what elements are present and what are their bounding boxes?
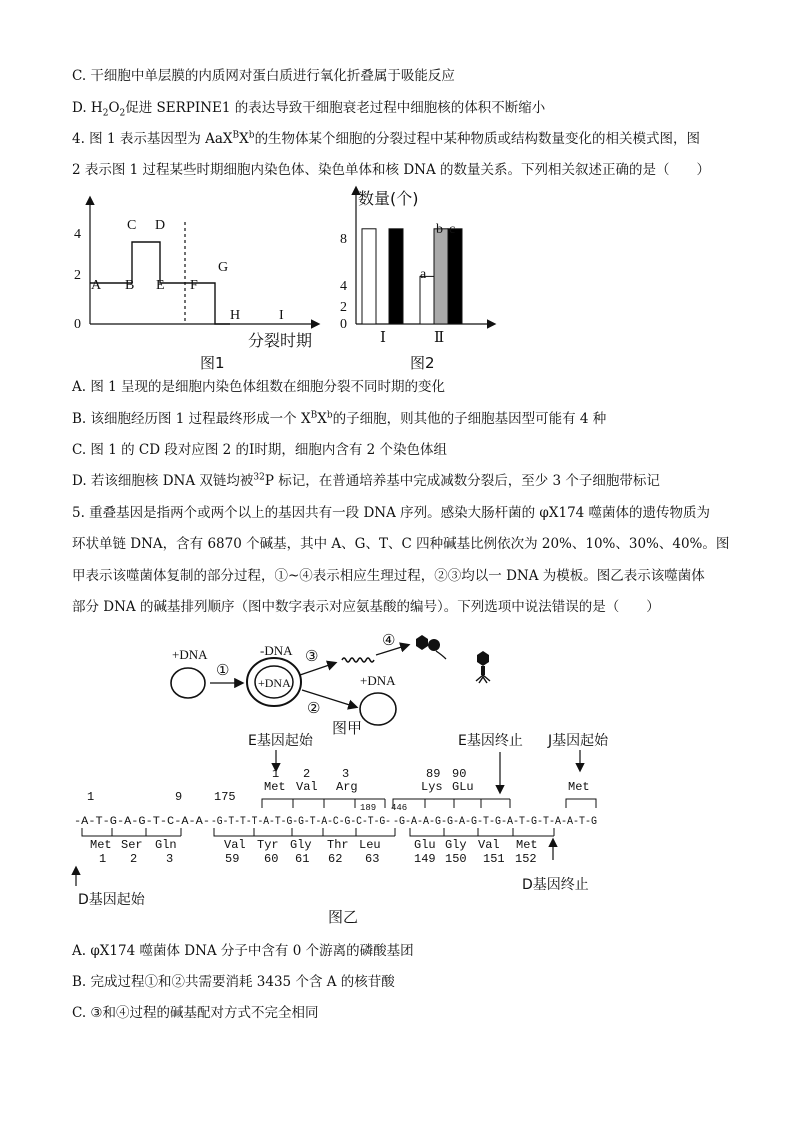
jia-step-1: ① bbox=[216, 663, 230, 679]
fig1-caption: 图1 bbox=[200, 354, 225, 372]
yi-seq-3: -G-A-A-G-G-A-G-T-G-A-T-G-T-A-A-T-G bbox=[393, 816, 597, 828]
fig1-label-d: D bbox=[155, 218, 166, 233]
fig2-category-1: Ⅰ bbox=[380, 330, 386, 346]
q5-stem-4: 部分 DNA 的碱基排列顺序（图中数字表示对应氨基酸的编号）。下列选项中说法错误的是（ ） bbox=[72, 599, 660, 615]
yi-top-num-1: 1 bbox=[272, 767, 280, 781]
q5-option-b: B. 完成过程①和②共需要消耗 3435 个含 A 的核苷酸 bbox=[72, 974, 395, 990]
yi-bot-aa-thr: Thr bbox=[327, 838, 349, 852]
jia-plus-dna-2: +DNA bbox=[360, 673, 396, 688]
figure-2-chart bbox=[330, 180, 510, 375]
fig1-ytick-4: 4 bbox=[74, 227, 81, 242]
q5-stem-2: 环状单链 DNA，含有 6870 个碱基，其中 A、G、T、C 四种碱基比例依次为 20%、10%、30%、40%。图 bbox=[72, 536, 730, 552]
question-4-stem-2: 2 表示图 1 过程某些时期细胞内染色体、染色单体和核 DNA 的数量关系。下列相关叙述正确的是（ ） bbox=[72, 162, 711, 178]
yi-bot-aa-gly: Gly bbox=[290, 838, 312, 852]
q4-option-a: A. 图 1 呈现的是细胞内染色体组数在细胞分裂不同时期的变化 bbox=[72, 379, 446, 395]
yi-bot-num-62: 62 bbox=[328, 852, 343, 866]
yi-bot-num-59: 59 bbox=[225, 852, 240, 866]
yi-num-9: 9 bbox=[175, 790, 183, 804]
fig1-ytick-0: 0 bbox=[74, 317, 81, 332]
q5-option-a: A. φX174 噬菌体 DNA 分子中含有 0 个游离的磷酸基团 bbox=[72, 943, 414, 959]
yi-num-1: 1 bbox=[87, 790, 95, 804]
fig1-label-a: A bbox=[91, 278, 102, 293]
yi-num-446: 446 bbox=[391, 803, 408, 813]
question-4-stem: 4. 图 1 表示基因型为 $AaX^BX^b$的生物体某个细胞的分裂过程中某种物质或结构数量变化的相关模式图，图 bbox=[72, 130, 701, 147]
fig2-ytick-2: 2 bbox=[340, 300, 347, 315]
fig2-bar-ii-b bbox=[434, 229, 448, 324]
yi-e-end-label: E基因终止 bbox=[458, 733, 523, 749]
jia-minus-dna: -DNA bbox=[260, 643, 293, 658]
yi-seq-1: -A-T-G-A-G-T-C-A-A- bbox=[74, 816, 210, 828]
yi-top-aa-val: Val bbox=[296, 780, 318, 794]
fig2-bar-i-a bbox=[362, 229, 376, 324]
figure-jia-diagram bbox=[150, 625, 530, 740]
yi-num-89: 89 bbox=[426, 767, 441, 781]
yi-bot-aa-gly2: Gly bbox=[445, 838, 467, 852]
yi-bot-num-151: 151 bbox=[483, 852, 505, 866]
jia-mrna-wave bbox=[342, 658, 374, 662]
yi-bot-aa-met: Met bbox=[90, 838, 112, 852]
fig1-label-c: C bbox=[127, 218, 137, 233]
yi-seq-2: -G-T-T-T-A-T-G-G-T-A-C-G-C-T-G- bbox=[211, 816, 391, 828]
yi-bot-num-60: 60 bbox=[264, 852, 279, 866]
fig2-y-label: 数量(个) bbox=[358, 189, 419, 208]
fig2-caption: 图2 bbox=[410, 354, 435, 372]
jia-step-4: ④ bbox=[382, 633, 396, 649]
yi-num-189: 189 bbox=[360, 803, 377, 813]
yi-num-90: 90 bbox=[452, 767, 467, 781]
fig2-bar-label-b: b bbox=[436, 222, 443, 237]
q4-option-d: D. 若该细胞核 DNA 双链均被$^{32}$P 标记，在普通培养基中完成减数分裂后，至少 3 个子细胞带标记 bbox=[72, 472, 660, 489]
fig1-label-i: I bbox=[279, 308, 284, 323]
yi-bot-num-152: 152 bbox=[515, 852, 537, 866]
yi-top-aa-lys: Lys bbox=[421, 780, 443, 794]
fig2-bar-label-c: c bbox=[449, 222, 456, 237]
yi-e-start-label: E基因起始 bbox=[248, 733, 313, 749]
yi-top-aa-arg: Arg bbox=[336, 780, 358, 794]
yi-bot-num-149: 149 bbox=[414, 852, 436, 866]
yi-d-start-label: D基因起始 bbox=[78, 892, 145, 908]
fig1-label-e: E bbox=[156, 278, 165, 293]
yi-bot-aa-gln: Gln bbox=[155, 838, 177, 852]
fig1-label-f: F bbox=[190, 278, 198, 293]
yi-bot-aa-leu: Leu bbox=[359, 838, 381, 852]
jia-circle-2 bbox=[360, 693, 396, 725]
fig2-bar-label-a: a bbox=[420, 267, 427, 282]
jia-step-2: ② bbox=[307, 701, 321, 717]
q4-option-c: C. 图 1 的 CD 段对应图 2 的Ⅰ时期，细胞内含有 2 个染色体组 bbox=[72, 442, 448, 458]
yi-top-num-2: 2 bbox=[303, 767, 311, 781]
fig2-bar-ii-c bbox=[448, 229, 462, 324]
yi-caption: 图乙 bbox=[328, 908, 359, 926]
fig2-ytick-8: 8 bbox=[340, 232, 347, 247]
jia-inner-plus-dna: +DNA bbox=[258, 676, 291, 690]
yi-bot-aa-ser: Ser bbox=[121, 838, 143, 852]
yi-num-175: 175 bbox=[214, 790, 236, 804]
yi-bot-num-150: 150 bbox=[445, 852, 467, 866]
yi-bot-aa-val2: Val bbox=[478, 838, 500, 852]
yi-bot-aa-val: Val bbox=[224, 838, 246, 852]
yi-top-num-3: 3 bbox=[342, 767, 350, 781]
yi-bot-num-1: 1 bbox=[99, 852, 107, 866]
yi-bot-aa-glu: Glu bbox=[414, 838, 436, 852]
yi-bot-num-2: 2 bbox=[130, 852, 138, 866]
yi-bot-aa-met2: Met bbox=[516, 838, 538, 852]
fig2-bar-ii-a bbox=[420, 276, 434, 324]
fig2-ytick-4: 4 bbox=[340, 279, 347, 294]
fig1-label-b: B bbox=[125, 278, 135, 293]
fig1-label-h: H bbox=[230, 308, 241, 323]
yi-bot-num-61: 61 bbox=[295, 852, 310, 866]
yi-j-start-label: J基因起始 bbox=[548, 733, 609, 749]
q5-stem-3: 甲表示该噬菌体复制的部分过程，①~④表示相应生理过程，②③均以一 DNA 为模板。图乙表示该噬菌体 bbox=[72, 568, 705, 584]
jia-protein-icon bbox=[416, 635, 446, 659]
yi-d-end-label: D基因终止 bbox=[522, 877, 589, 893]
q5-option-c: C. ③和④过程的碱基配对方式不完全相同 bbox=[72, 1005, 319, 1021]
q5-stem-1: 5. 重叠基因是指两个或两个以上的基因共有一段 DNA 序列。感染大肠杆菌的 φX174 噬菌体的遗传物质为 bbox=[72, 505, 711, 521]
fig2-bar-i-c bbox=[389, 229, 403, 324]
option-c-q3: C. 干细胞中单层膜的内质网对蛋白质进行氧化折叠属于吸能反应 bbox=[72, 68, 455, 84]
figure-yi-diagram bbox=[60, 728, 640, 933]
fig1-x-label: 分裂时期 bbox=[248, 331, 313, 350]
jia-circle-1 bbox=[171, 668, 205, 698]
yi-bot-num-63: 63 bbox=[365, 852, 380, 866]
yi-top-aa-met: Met bbox=[264, 780, 286, 794]
q4-option-b: B. 该细胞经历图 1 过程最终形成一个 $X^BX^b$的子细胞，则其他的子细胞基因型可能有 4 种 bbox=[72, 410, 607, 427]
option-d-q3: D. $H_2O_2$促进 SERPINE1 的表达导致干细胞衰老过程中细胞核的体积不断缩小 bbox=[72, 100, 546, 119]
phage-icon bbox=[476, 651, 490, 683]
fig2-category-2: Ⅱ bbox=[434, 330, 445, 346]
fig2-ytick-0: 0 bbox=[340, 317, 347, 332]
figure-1-chart bbox=[60, 180, 330, 375]
jia-step-3: ③ bbox=[305, 649, 319, 665]
fig1-ytick-2: 2 bbox=[74, 268, 81, 283]
yi-j-met: Met bbox=[568, 780, 590, 794]
jia-caption: 图甲 bbox=[332, 719, 363, 737]
yi-bot-num-3: 3 bbox=[166, 852, 174, 866]
yi-bot-aa-tyr: Tyr bbox=[257, 838, 279, 852]
fig1-label-g: G bbox=[218, 260, 229, 275]
yi-top-aa-glu: GLu bbox=[452, 780, 474, 794]
jia-plus-dna-1: +DNA bbox=[172, 647, 208, 662]
